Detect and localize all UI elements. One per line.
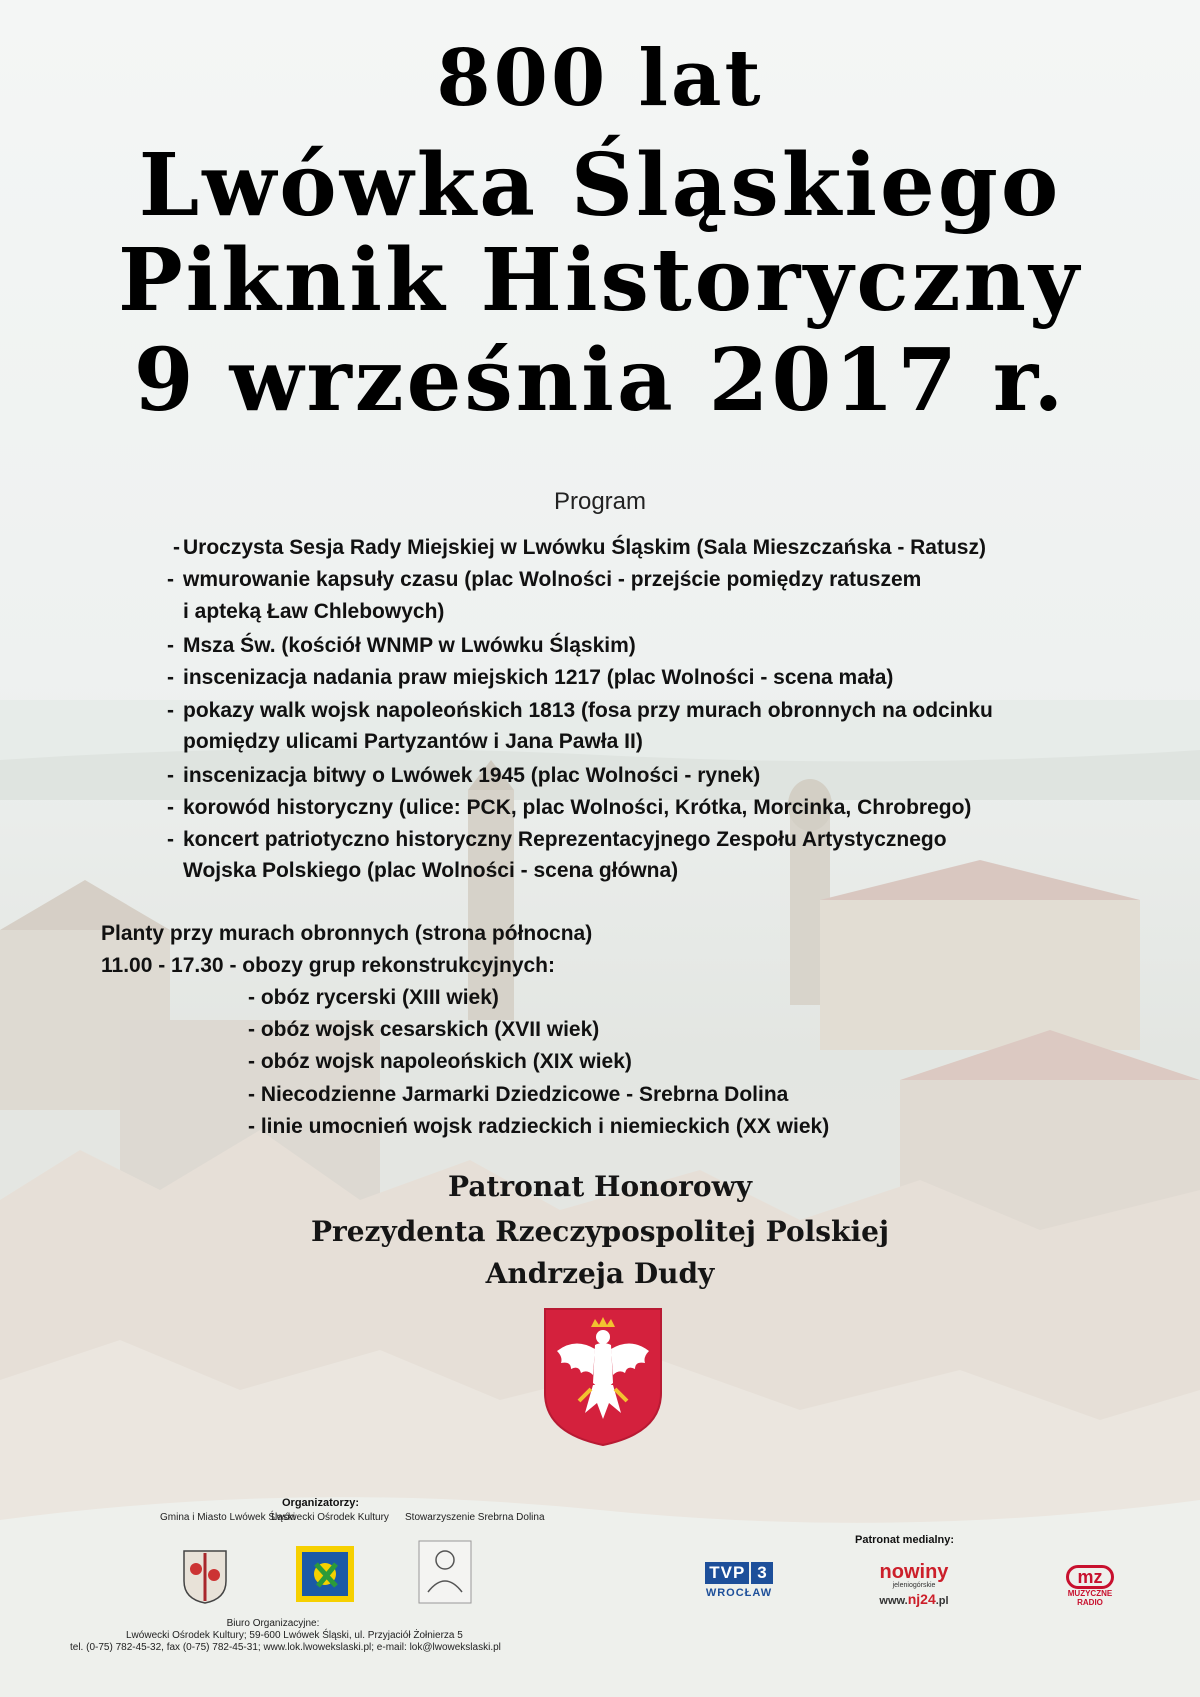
program-dash: -	[167, 666, 174, 689]
muzyczne-radio-logo	[1050, 1565, 1130, 1613]
program-desc-continued: Wojska Polskiego (plac Wolności - scena główna)	[183, 859, 679, 882]
lok-label: Lwówecki Ośrodek Kultury	[271, 1512, 389, 1523]
program-dash: -	[167, 796, 174, 819]
program-desc: wmurowanie kapsuły czasu (plac Wolności - przejście pomiędzy ratuszem	[183, 568, 922, 591]
nowiny-site-prefix: www.	[879, 1595, 908, 1607]
srebrna-dolina-logo-icon	[418, 1540, 472, 1604]
patronage-line-1: Patronat Honorowy	[448, 1170, 752, 1203]
lok-logo-icon	[296, 1546, 354, 1602]
polish-eagle-emblem-icon	[541, 1305, 665, 1448]
nowiny-site-suffix: .pl	[935, 1595, 949, 1607]
program-dash: -	[173, 536, 180, 559]
nowiny-logo	[868, 1562, 960, 1618]
program-dash: -	[167, 634, 174, 657]
patronage-line-2: Prezydenta Rzeczypospolitej Polskiej	[310, 1215, 890, 1248]
radio-line-1: MUZYCZNE	[1067, 1589, 1113, 1598]
title-800-lat: 800 lat	[436, 33, 764, 124]
tvp3-wroclaw-logo	[694, 1562, 784, 1612]
camp-item: - linie umocnień wojsk radzieckich i niemieckich (XX wiek)	[248, 1115, 830, 1138]
planty-time: 11.00 - 17.30 - obozy grup rekonstrukcyjnych:	[101, 954, 555, 977]
program-dash: -	[167, 568, 174, 591]
nowiny-site	[868, 1591, 960, 1607]
tvp-mark: TVP	[705, 1562, 749, 1584]
gmina-label: Gmina i Miasto Lwówek Śląski	[160, 1512, 296, 1523]
program-desc: inscenizacja nadania praw miejskich 1217 (plac Wolności - scena mała)	[183, 666, 894, 689]
biuro-label: Biuro Organizacyjne:	[226, 1618, 320, 1629]
title-town-name: Lwówka Śląskiego	[138, 135, 1062, 236]
camp-item: - obóz wojsk napoleońskich (XIX wiek)	[248, 1050, 632, 1073]
camp-item: - Niecodzienne Jarmarki Dziedzicowe - Srebrna Dolina	[248, 1083, 789, 1106]
program-desc-continued: i apteką Ław Chlebowych)	[183, 600, 445, 623]
program-desc-continued: pomiędzy ulicami Partyzantów i Jana Pawła II)	[183, 730, 643, 753]
program-desc: koncert patriotyczno historyczny Reprezentacyjnego Zespołu Artystycznego	[183, 828, 947, 851]
camp-item: - obóz rycerski (XIII wiek)	[248, 986, 499, 1009]
radio-line-2: RADIO	[1077, 1598, 1103, 1607]
program-desc: korowód historyczny (ulice: PCK, plac Wolności, Krótka, Morcinka, Chrobrego)	[183, 796, 972, 819]
organizers-label: Organizatorzy:	[282, 1497, 360, 1509]
biuro-contact: tel. (0-75) 782-45-32, fax (0-75) 782-45-31; www.lok.lwowekslaski.pl; e-mail: lok@lwowekslaski.pl	[70, 1642, 501, 1653]
camp-item: - obóz wojsk cesarskich (XVII wiek)	[248, 1018, 600, 1041]
patronage-line-3: Andrzeja Dudy	[485, 1257, 715, 1290]
stowarzyszenie-label: Stowarzyszenie Srebrna Dolina	[405, 1512, 545, 1523]
radio-letters: mz	[1066, 1565, 1113, 1589]
program-dash: -	[167, 764, 174, 787]
program-desc: Uroczysta Sesja Rady Miejskiej w Lwówku Śląskim (Sala Mieszczańska - Ratusz)	[183, 536, 986, 559]
title-date: 9 września 2017 r.	[133, 330, 1067, 431]
nowiny-name: nowiny	[879, 1561, 949, 1583]
lwowek-coat-of-arms-icon	[180, 1545, 230, 1605]
biuro-address: Lwówecki Ośrodek Kultury; 59-600 Lwówek Śląski, ul. Przyjaciół Żołnierza 5	[126, 1630, 463, 1641]
tvp-city: WROCŁAW	[705, 1587, 773, 1599]
media-patronage-label: Patronat medialny:	[855, 1534, 955, 1546]
program-heading: Program	[553, 488, 647, 515]
planty-heading: Planty przy murach obronnych (strona północna)	[101, 922, 593, 945]
program-desc: pokazy walk wojsk napoleońskich 1813 (fosa przy murach obronnych na odcinku	[183, 699, 993, 722]
nowiny-site-mid: nj24	[907, 1591, 936, 1607]
title-event-name: Piknik Historyczny	[117, 230, 1083, 331]
program-dash: -	[167, 699, 174, 722]
program-desc: Msza Św. (kościół WNMP w Lwówku Śląskim)	[183, 634, 636, 657]
nowiny-sub: jeleniogórskie	[892, 1582, 936, 1589]
tvp-number: 3	[751, 1562, 772, 1584]
program-desc: inscenizacja bitwy o Lwówek 1945 (plac Wolności - rynek)	[183, 764, 761, 787]
program-dash: -	[167, 828, 174, 851]
